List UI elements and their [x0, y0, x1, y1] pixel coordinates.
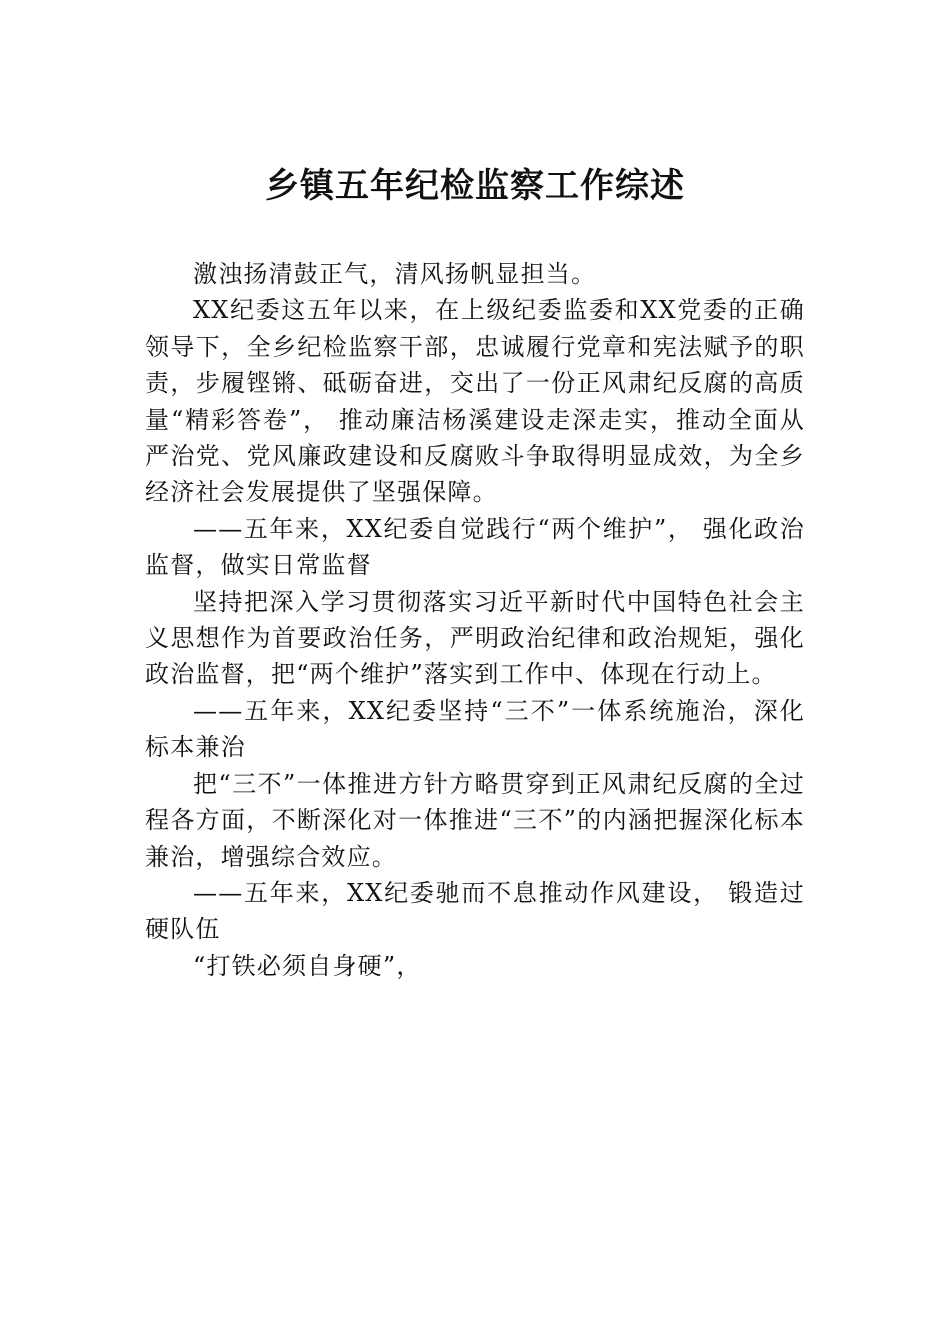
- paragraph-opening: 激浊扬清鼓正气，清风扬帆显担当。: [193, 260, 597, 288]
- document-title: 乡镇五年纪检监察工作综述: [265, 166, 685, 206]
- paragraph-political-supervision: 坚持把深入学习贯彻落实习近平新时代中国特色社会主义思想作为首要政治任务，严明政治纪律和政治规矩，强化政治监督，把“两个维护”落实到工作中、体现在行动上。: [145, 587, 805, 689]
- document-body: [145, 256, 805, 984]
- section-heading-three-nots: ——五年来，XX纪委坚持“三不”一体系统施治，深化标本兼治: [145, 696, 805, 762]
- section-heading-political-supervision: ——五年来，XX纪委自觉践行“两个维护”， 强化政治监督，做实日常监督: [145, 514, 805, 580]
- section-heading-work-style: ——五年来，XX纪委驰而不息推动作风建设， 锻造过硬队伍: [145, 878, 805, 944]
- paragraph-three-nots: 把“三不”一体推进方针方略贯穿到正风肃纪反腐的全过程各方面，不断深化对一体推进“三不”的内涵把握深化标本兼治，增强综合效应。: [145, 769, 805, 871]
- paragraph-work-style: “打铁必须自身硬”，: [193, 951, 422, 980]
- paragraph-intro: XX纪委这五年以来，在上级纪委监委和XX党委的正确领导下，全乡纪检监察干部，忠诚履行党章和宪法赋予的职责，步履铿锵、砥砺奋进，交出了一份正风肃纪反腐的高质量“精彩答卷”， 推动廉洁杨溪建设走深走实，推动全面从严治党、党风廉政建设和反腐败斗争取得明显成效，为全乡经济社会发展提供了坚强保障。: [145, 296, 805, 507]
